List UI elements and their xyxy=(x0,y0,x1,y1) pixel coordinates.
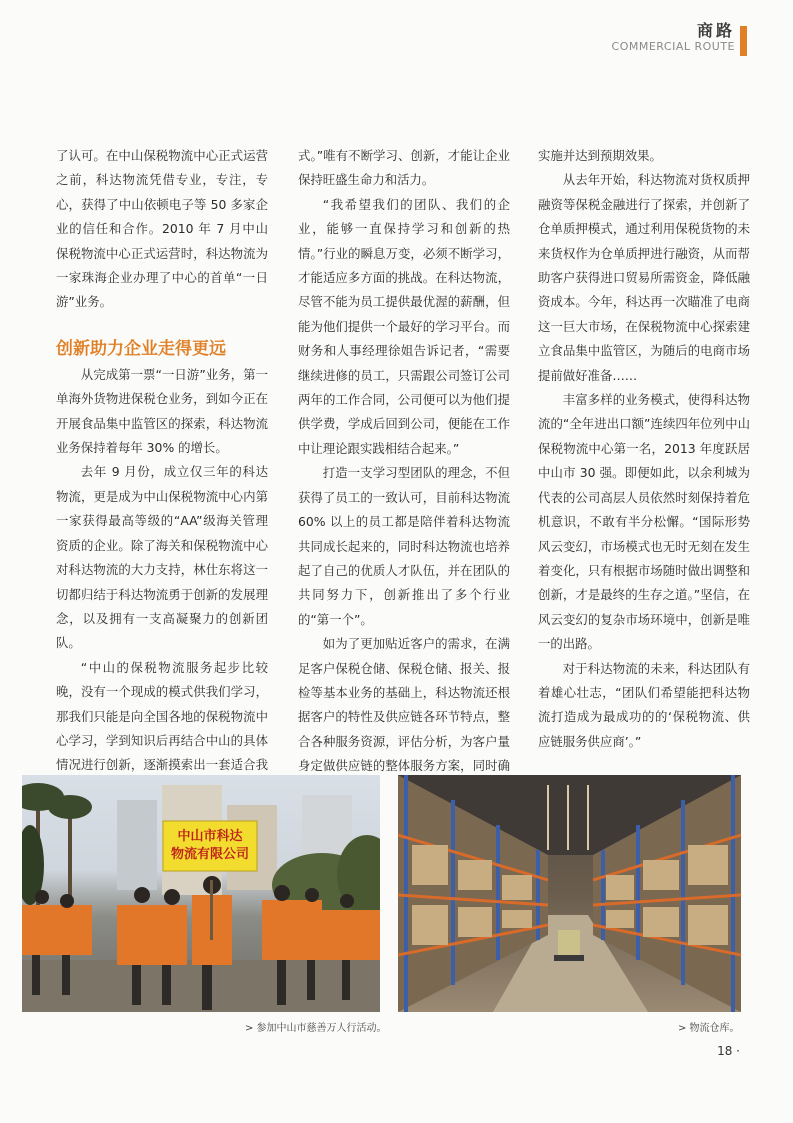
warehouse-illustration xyxy=(398,775,741,1012)
banner-line-2: 物流有限公司 xyxy=(170,847,249,862)
paragraph: “我希望我们的团队、我们的企业，能够一直保持学习和创新的热情。”行业的瞬息万变，必须不断学习，才能适应多方面的挑战。在科达物流，尽管不能为员工提供最优渥的薪酬，但能为他们提供一个最好的学习平台。而财务和人事经理徐姐告诉记者，“需要继续进修的员工，只需跟公司签订公司两年的工作合同，公司便可以为他们提供学费，学成后回到公司，便能在工作中让理论跟实践相结合起来。” xyxy=(298,196,510,456)
paragraph: 实施并达到预期效果。 xyxy=(538,148,662,163)
paragraph: 去年 9 月份，成立仅三年的科达物流，更是成为中山保税物流中心内第一家获得最高等级的“AA”级海关管理资质的企业。除了海关和保税物流中心对科达物流的大力支持，林仕东将这一切都归结于科达物流勇于创新的发展理念，以及拥有一支高凝聚力的创新团队。 xyxy=(56,464,268,651)
text-column-2 xyxy=(298,144,510,803)
text-column-3 xyxy=(538,144,750,754)
page-number: 18 · xyxy=(717,1044,740,1058)
paragraph: 丰富多样的业务模式，使得科达物流的“全年进出口额”连续四年位列中山保税物流中心第一名，2013 年度跃居中山市 30 强。即便如此，以余利城为代表的公司高层人员依然时刻保持着危机意识，不敢有半分松懈。“国际形势风云变幻，市场模式也无时无刻在发生着变化，只有根据市场随时做出调整和创新，才是最终的生存之道。”坚信，在风云变幻的复杂市场环境中，创新是唯一的出路。 xyxy=(538,392,750,652)
section-title-cn: 商路 xyxy=(696,21,735,40)
paragraph: 从去年开始，科达物流对货权质押融资等保税金融进行了探索，并创新了仓单质押模式，通过利用保税货物的未来货权作为仓单质押进行融资，从而帮助客户获得进口贸易所需资金，降低融资成本。今年，科达再一次瞄准了电商这一巨大市场，在保税物流中心探索建立食品集中监管区，为随后的电商市场提前做好准备…… xyxy=(538,172,750,383)
header-accent-bar xyxy=(740,26,747,56)
paragraph: 式。”唯有不断学习、创新，才能让企业保持旺盛生命力和活力。 xyxy=(298,148,510,188)
banner-sign xyxy=(163,821,257,871)
banner-line-1: 中山市科达 xyxy=(177,829,243,844)
section-title-en: COMMERCIAL ROUTE xyxy=(611,40,735,53)
text-column-1 xyxy=(56,144,268,802)
paragraph: 如为了更加贴近客户的需求，在满足客户保税仓储、保税仓储、报关、报检等基本业务的基础上，科达物流还根据客户的特性及供应链各环节特点，整合各种服务资源，评估分析，为客户量身定做供应链的整体服务方案，同时确 xyxy=(298,636,510,774)
paragraph: 对于科达物流的未来，科达团队有着雄心壮志，“团队们希望能把科达物流打造成为最成功的的‘保税物流、供应链服务供应商’。” xyxy=(538,660,750,749)
photo-caption-parade: > 参加中山市慈善万人行活动。 xyxy=(245,1023,387,1034)
subheading: 创新助力企业走得更远 xyxy=(56,338,226,359)
parade-photo xyxy=(22,775,380,1012)
paragraph: “中山的保税物流服务起步比较晚，没有一个现成的模式供我们学习，那我们只能是向全国各地的保税物流中心学习，学到知识后再结合中山的具体情况进行创新，逐渐摸索出一套适合我 xyxy=(56,659,268,773)
parade-illustration xyxy=(22,775,380,1012)
paragraph: 打造一支学习型团队的理念，不但获得了员工的一致认可，目前科达物流 60% 以上的员工都是陪伴着科达物流共同成长起来的，同时科达物流也培养起了自己的优质人才队伍，并在团队的共同努力下，创新推出了多个行业的“第一个”。 xyxy=(298,465,510,627)
section-header xyxy=(612,22,735,54)
paragraph: 了认可。在中山保税物流中心正式运营之前，科达物流凭借专业，专注，专心，获得了中山依顿电子等 50 多家企业的信任和合作。2010 年 7 月中山保税物流中心正式运营时，科达物流为一家珠海企业办理了中心的首单“一日游”业务。 xyxy=(56,148,268,310)
warehouse-photo xyxy=(398,775,741,1012)
paragraph: 从完成第一票“一日游”业务，第一单海外货物进保税仓业务，到如今正在开展食品集中监管区的探索，科达物流业务保持着每年 30% 的增长。 xyxy=(56,366,268,456)
photo-caption-warehouse: > 物流仓库。 xyxy=(678,1023,740,1034)
